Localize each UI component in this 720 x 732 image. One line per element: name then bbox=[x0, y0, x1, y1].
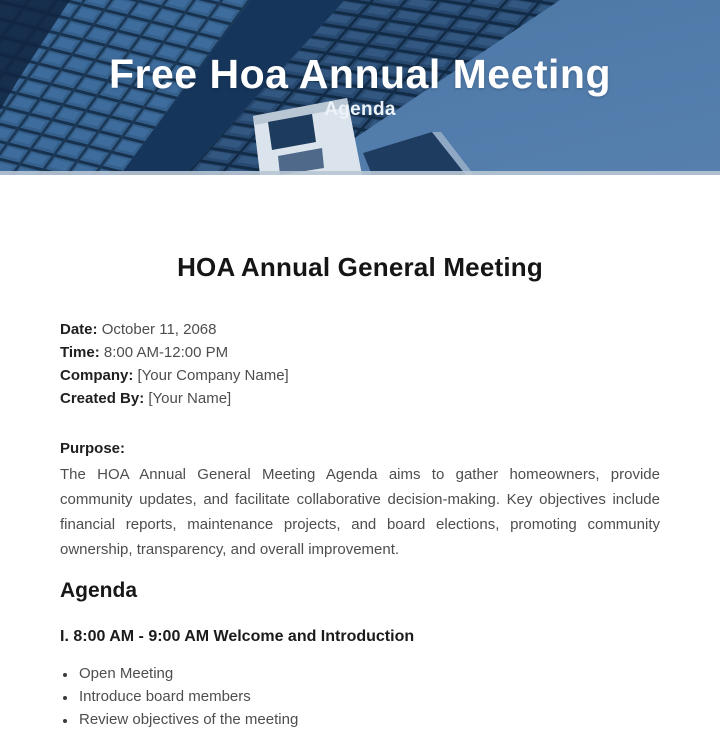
meta-value: [Your Name] bbox=[148, 390, 232, 407]
meta-label: Date: bbox=[60, 321, 98, 338]
header-banner bbox=[0, 0, 720, 175]
meta-value: October 11, 2068 bbox=[101, 321, 217, 338]
banner-text-block bbox=[0, 52, 720, 121]
purpose-block bbox=[60, 437, 660, 562]
meta-label: Time: bbox=[60, 344, 100, 361]
banner-subtitle: Agenda bbox=[324, 99, 396, 120]
list-item: • Introduce board members bbox=[77, 685, 660, 708]
agenda-section-heading: I. 8:00 AM - 9:00 AM Welcome and Introduction bbox=[60, 628, 415, 645]
list-item: • Review objectives of the meeting bbox=[77, 708, 660, 731]
meta-row-time bbox=[60, 341, 660, 364]
meta-label: Created By: bbox=[60, 390, 145, 407]
meta-row-created-by bbox=[60, 387, 660, 410]
meta-row-date bbox=[60, 318, 660, 341]
banner-title: Free Hoa Annual Meeting bbox=[108, 51, 612, 97]
meta-block bbox=[60, 318, 660, 410]
agenda-item-list bbox=[60, 662, 660, 731]
meta-value: 8:00 AM-12:00 PM bbox=[103, 344, 229, 361]
list-item: • Open Meeting bbox=[77, 662, 660, 685]
meta-label: Company: bbox=[60, 367, 134, 384]
page-title: HOA Annual General Meeting bbox=[177, 252, 543, 282]
document-body bbox=[0, 252, 720, 731]
meta-value: [Your Company Name] bbox=[137, 367, 289, 384]
purpose-text: The HOA Annual General Meeting Agenda aims to gather homeowners, provide community updates, and facilitate collaborative decision-making. Key objectives include financial reports, maintenance projects, and board elections, promoting community ownership, transparency, and overall improvement. bbox=[60, 466, 660, 558]
meta-row-company bbox=[60, 364, 660, 387]
purpose-label: Purpose: bbox=[60, 440, 126, 457]
agenda-heading: Agenda bbox=[60, 579, 138, 602]
